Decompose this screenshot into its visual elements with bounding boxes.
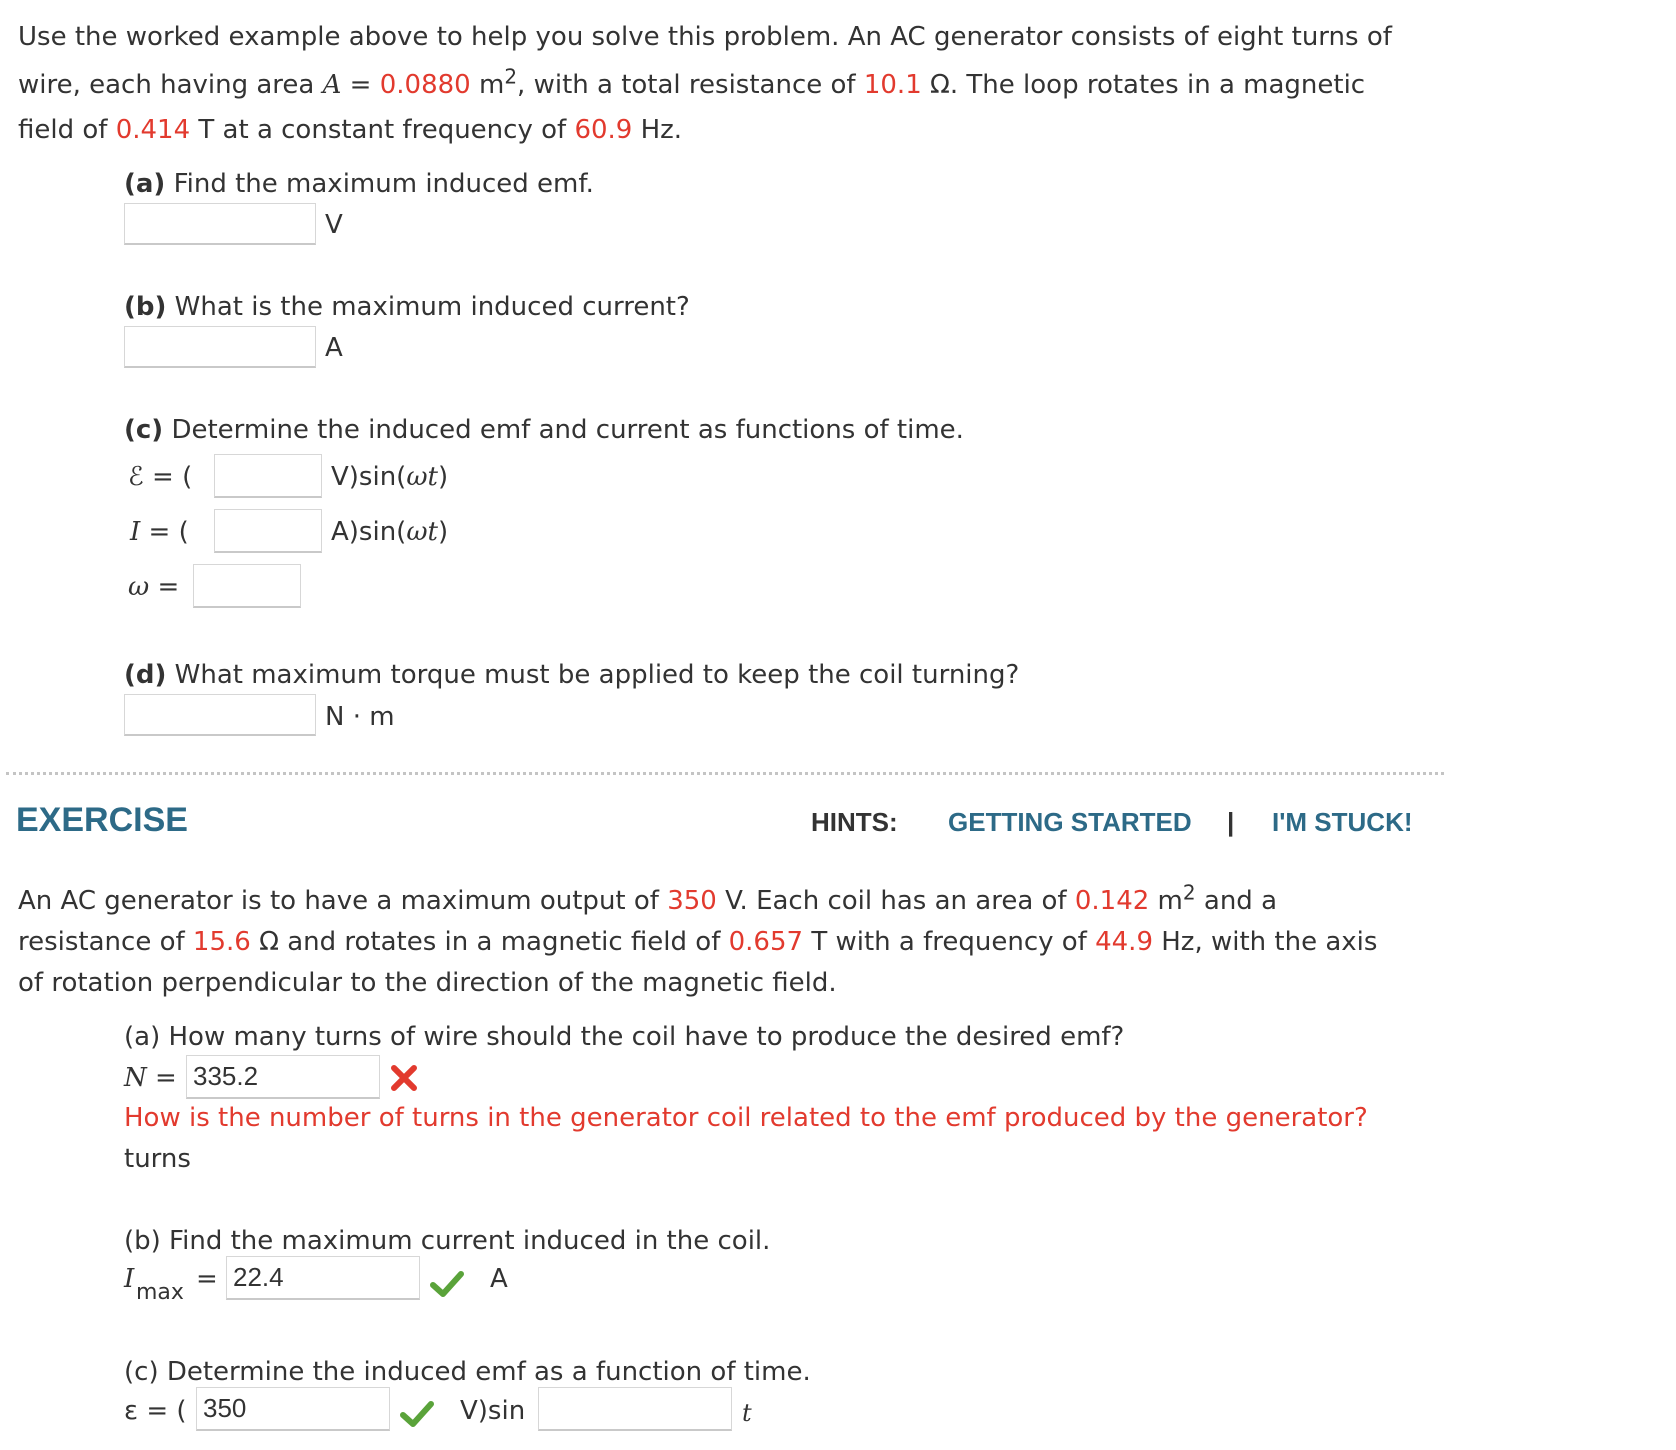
part-d-question (124, 658, 1019, 692)
feedback-message: How is the number of turns in the generator coil related to the emf produced by the generator? (124, 1103, 1368, 1133)
part-a-tag: (a) (124, 169, 166, 199)
hint-getting-started-link[interactable]: GETTING STARTED (948, 807, 1192, 837)
part-c-tag: (c) (124, 415, 164, 445)
turns-symbol: N (124, 1063, 147, 1093)
problem-text: Hz. (632, 115, 683, 145)
exercise-line-3 (18, 966, 837, 1000)
equals-paren: = ( (138, 1396, 187, 1426)
part-d-input[interactable] (124, 694, 316, 736)
problem-text: T at a constant frequency of (190, 115, 575, 145)
exercise-text: of rotation perpendicular to the direction of the magnetic field. (18, 968, 837, 998)
emf-symbol: ε (124, 1396, 139, 1426)
hint-stuck-link[interactable]: I'M STUCK! (1272, 807, 1413, 837)
imax-input[interactable]: 22.4 (226, 1256, 420, 1300)
part-b-tag: (b) (124, 292, 167, 322)
omega-symbol: ω (128, 572, 150, 602)
omega-label (128, 570, 179, 604)
exercise-omega-input[interactable] (538, 1387, 732, 1431)
omega-t: ωt (406, 462, 438, 492)
resistance-value: 10.1 (863, 70, 922, 100)
area-value: 0.0880 (379, 70, 471, 100)
part-a-input[interactable] (124, 203, 316, 245)
turns-label (124, 1061, 177, 1095)
hint-separator: | (1227, 807, 1235, 837)
close-paren: ) (437, 517, 449, 547)
problem-intro-1: Use the worked example above to help you solve this problem. An AC generator consists of eight turns of (18, 22, 1392, 52)
problem-text: , with a total resistance of (517, 70, 864, 100)
exercise-text: and rotates in a magnetic field of (278, 927, 729, 957)
exercise-emf-unit: V)sin (460, 1396, 526, 1426)
part-b-input[interactable] (124, 326, 316, 368)
exercise-line-2 (18, 925, 1377, 959)
part-c-question (124, 413, 964, 447)
part-c-text: Determine the induced emf and current as functions of time. (163, 415, 964, 445)
section-divider (6, 772, 1444, 775)
equals-paren: = ( (140, 517, 189, 547)
exercise-text: Hz, with the axis (1152, 927, 1378, 957)
emf-label (128, 460, 192, 494)
resistance-value: 15.6 (192, 927, 251, 957)
exercise-text: resistance of (18, 927, 193, 957)
problem-line-3 (18, 113, 682, 147)
incorrect-x-icon (389, 1063, 419, 1093)
part-d-tag: (d) (124, 660, 167, 690)
exercise-emf-amplitude-input[interactable]: 350 (196, 1387, 390, 1431)
frequency-value: 44.9 (1095, 927, 1153, 957)
problem-line-1 (18, 20, 1392, 54)
emf-amplitude-input[interactable] (214, 454, 322, 498)
part-b-question (124, 290, 690, 324)
current-label (130, 515, 189, 549)
superscript-2: 2 (1182, 880, 1196, 905)
exercise-title: EXERCISE (16, 801, 188, 839)
field-value: 0.657 (728, 927, 804, 957)
frequency-value: 60.9 (574, 115, 633, 145)
exercise-text: and a (1195, 886, 1278, 916)
equals-sign: = (146, 1063, 177, 1093)
part-b-text: What is the maximum induced current? (166, 292, 690, 322)
emf-unit-text: V)sin( (331, 462, 407, 492)
max-subscript: max (136, 1280, 184, 1305)
exercise-text: T with a frequency of (803, 927, 1096, 957)
ohm-unit: Ω (250, 927, 279, 957)
superscript-2: 2 (504, 64, 518, 89)
problem-text: wire, each having area (18, 70, 323, 100)
area-variable: A (322, 70, 342, 100)
omega-t: ωt (406, 517, 438, 547)
turns-unit: turns (124, 1144, 191, 1174)
current-symbol: I (130, 517, 141, 547)
current-symbol: I (124, 1264, 135, 1294)
problem-line-2 (18, 64, 1366, 102)
part-a-question (124, 167, 594, 201)
current-unit-text: A)sin( (331, 517, 407, 547)
problem-text: field of (18, 115, 116, 145)
part-a-unit: V (325, 210, 343, 240)
close-paren: ) (437, 462, 449, 492)
correct-check-icon (400, 1400, 434, 1428)
emf-unit (331, 460, 448, 494)
part-b-unit: A (325, 333, 343, 363)
ohm-unit: Ω (921, 70, 950, 100)
exercise-text: An AC generator is to have a maximum output of (18, 886, 668, 916)
correct-check-icon (430, 1270, 464, 1298)
part-d-text: What maximum torque must be applied to keep the coil turning? (166, 660, 1020, 690)
exercise-emf-label (124, 1394, 187, 1428)
equals-sign: = (196, 1264, 218, 1294)
current-unit (331, 515, 448, 549)
exercise-b-question: (b) Find the maximum current induced in the coil. (124, 1226, 771, 1256)
hints-label: HINTS: (811, 807, 898, 837)
equals-sign: = (341, 70, 380, 100)
turns-input[interactable]: 335.2 (186, 1055, 380, 1099)
imax-unit: A (490, 1264, 508, 1294)
part-a-text: Find the maximum induced emf. (165, 169, 594, 199)
output-value: 350 (667, 886, 717, 916)
exercise-line-1 (18, 880, 1278, 918)
area-unit: m (1149, 886, 1183, 916)
time-variable: t (742, 1399, 752, 1427)
exercise-c-question: (c) Determine the induced emf as a function of time. (124, 1357, 811, 1387)
area-value: 0.142 (1074, 886, 1150, 916)
problem-text: . The loop rotates in a magnetic (949, 70, 1366, 100)
exercise-text: V. Each coil has an area of (716, 886, 1075, 916)
imax-label (124, 1262, 224, 1312)
field-value: 0.414 (115, 115, 191, 145)
exercise-a-question: (a) How many turns of wire should the coil have to produce the desired emf? (124, 1022, 1125, 1052)
current-amplitude-input[interactable] (214, 509, 322, 553)
emf-symbol: ℰ (128, 462, 144, 492)
equals-paren: = ( (143, 462, 193, 492)
equals-sign: = (149, 572, 180, 602)
area-unit: m (470, 70, 505, 100)
part-d-unit: N · m (325, 702, 395, 732)
omega-input[interactable] (193, 564, 301, 608)
